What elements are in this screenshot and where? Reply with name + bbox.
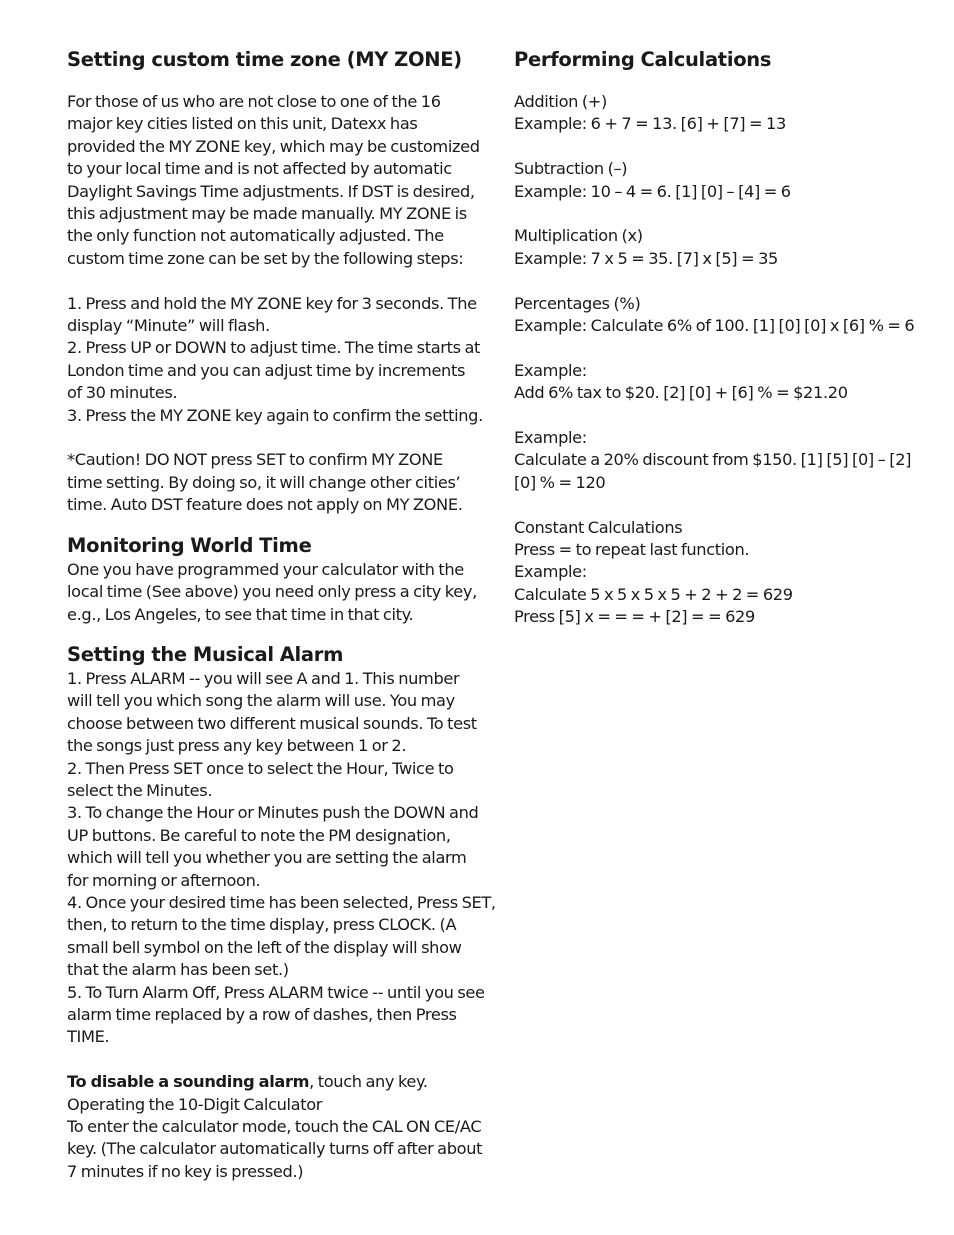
myzone-heading: Setting custom time zone (MY ZONE) <box>67 48 462 71</box>
spacer <box>67 626 497 642</box>
alarm-step-5: 5. To Turn Alarm Off, Press ALARM twice -- until you see alarm time replaced by a row of dashes, then Press TIME. <box>67 982 485 1047</box>
spacer <box>514 405 919 427</box>
myzone-step-1: 1. Press and hold the MY ZONE key for 3 seconds. The display “Minute” will flash. <box>67 293 477 336</box>
calc-subtraction: Subtraction (–) Example: 10 – 4 = 6. [1] [0] – [4] = 6 <box>514 159 791 201</box>
disable-alarm-bold: To disable a sounding alarm <box>67 1072 310 1092</box>
world-time-heading: Monitoring World Time <box>67 533 312 557</box>
disable-alarm-line <box>67 1071 497 1093</box>
spacer <box>514 136 919 158</box>
spacer <box>67 73 497 91</box>
spacer <box>67 517 497 533</box>
alarm-step-4: 4. Once your desired time has been selected, Press SET, then, to return to the time display, press CLOCK. (A small bell symbol on the left of the display will show that the alarm has been set.) <box>67 892 496 980</box>
calc-discount-example: Example: Calculate a 20% discount from $150. [1] [5] [0] – [2] [0] % = 120 <box>514 428 912 492</box>
disable-alarm-rest: , touch any key. <box>309 1072 428 1092</box>
alarm-step-3: 3. To change the Hour or Minutes push the DOWN and UP buttons. Be careful to note the PM designation, which will tell you whether you are setting the alarm for morning or afternoon. <box>67 803 479 890</box>
spacer <box>514 73 919 91</box>
alarm-heading: Setting the Musical Alarm <box>67 642 344 666</box>
spacer <box>67 270 497 292</box>
calculations-heading: Performing Calculations <box>514 48 772 71</box>
myzone-caution: *Caution! DO NOT press SET to confirm MY ZONE time setting. By doing so, it will change other cities’ time. Auto DST feature does not apply on MY ZONE. <box>67 450 463 515</box>
alarm-step-2: 2. Then Press SET once to select the Hour, Twice to select the Minutes. <box>67 758 454 800</box>
myzone-step-2: 2. Press UP or DOWN to adjust time. The time starts at London time and you can adjust time by increments of 30 minutes. <box>67 338 481 403</box>
world-time-body: One you have programmed your calculator with the local time (See above) you need only press a city key, e.g., Los Angeles, to see that time in that city. <box>67 559 477 624</box>
calc-tax-example: Example: Add 6% tax to $20. [2] [0] + [6] % = $21.20 <box>514 360 848 403</box>
myzone-intro: For those of us who are not close to one of the 16 major key cities listed on this unit, Datexx has provided the MY ZONE key, which may be customized to your local time and is not affected by automatic Daylight Savings Time adjustments. If DST is desired, this adjustment may be made manually. MY ZONE is the only function not automatically adjusted. The custom time zone can be set by the following steps: <box>67 92 480 268</box>
myzone-step-3: 3. Press the MY ZONE key again to confirm the setting. <box>67 405 483 425</box>
spacer <box>67 427 497 449</box>
calc-constant: Constant Calculations Press = to repeat last function. Example: Calculate 5 x 5 x 5 x 5 + 2 + 2 = 629 Press [5] x = = = + [2] = = 629 <box>514 517 793 627</box>
spacer <box>514 337 919 359</box>
spacer <box>67 1049 497 1071</box>
spacer <box>514 494 919 516</box>
calc-multiplication: Multiplication (x) Example: 7 x 5 = 35. [7] x [5] = 35 <box>514 226 778 268</box>
calc-percentages: Percentages (%) Example: Calculate 6% of 100. [1] [0] [0] x [6] % = 6 <box>514 293 915 336</box>
spacer <box>514 203 919 225</box>
calculator-body: To enter the calculator mode, touch the CAL ON CE/AC key. (The calculator automatically turns off after about 7 minutes if no key is pressed.) <box>67 1117 483 1181</box>
alarm-step-1: 1. Press ALARM -- you will see A and 1. This number will tell you which song the alarm will use. You may choose between two different musical sounds. To test the songs just press any key between 1 or 2. <box>67 668 477 756</box>
right-column <box>514 47 919 629</box>
calc-addition: Addition (+) Example: 6 + 7 = 13. [6] + [7] = 13 <box>514 92 786 134</box>
left-column <box>67 47 497 1183</box>
calculator-title: Operating the 10-Digit Calculator <box>67 1094 323 1114</box>
spacer <box>514 270 919 292</box>
